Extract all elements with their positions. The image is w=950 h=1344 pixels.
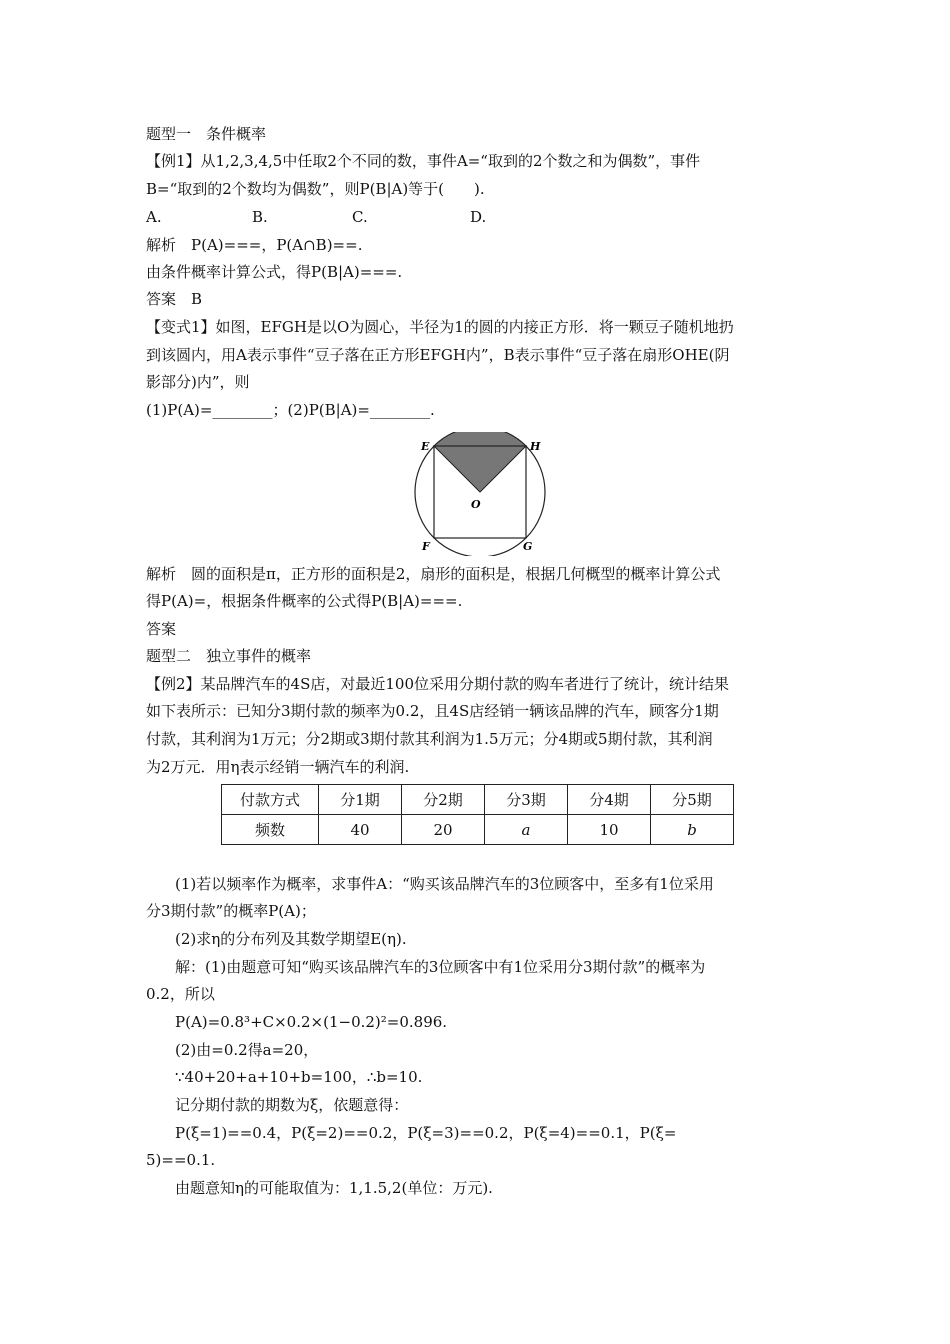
question-2: (2)求η的分布列及其数学期望E(η). (175, 930, 407, 948)
question-1-line-1: (1)若以频率作为概率，求事件A：“购买该品牌汽车的3位顾客中，至多有1位采用 (175, 875, 714, 893)
solution-2-line-1: 解析 圆的面积是π，正方形的面积是2，扇形的面积是，根据几何概型的概率计算公式 (146, 565, 721, 583)
label-o: O (471, 498, 481, 511)
circle-square-figure (405, 432, 555, 556)
option-a: A. (146, 208, 162, 226)
figure-segment (434, 432, 526, 446)
table-cell: 频数 (222, 815, 319, 845)
answer-part-1-line-2: 0.2，所以 (146, 985, 215, 1003)
answer-part-2-line-3: 记分期付款的期数为ξ，依题意得： (175, 1096, 409, 1114)
table-cell: 分2期 (402, 785, 485, 815)
answer-part-2-line-2: ∵40+20+a+10+b=100，∴b=10. (175, 1068, 423, 1086)
table-cell: 20 (402, 815, 485, 845)
answer-part-2-line-1: (2)由=0.2得a=20， (175, 1041, 319, 1059)
answer-part-1-formula: P(A)=0.8³+C×0.2×(1−0.2)²=0.896. (175, 1013, 448, 1031)
variant-1-blanks: (1)P(A)=________；(2)P(B|A)=________. (146, 401, 435, 419)
example-2-line-2: 如下表所示：已知分3期付款的频率为0.2，且4S店经销一辆该品牌的汽车，顾客分1期 (146, 702, 719, 720)
answer-part-1-line-1: 解：(1)由题意可知“购买该品牌汽车的3位顾客中有1位采用分3期付款”的概率为 (175, 958, 706, 976)
table-cell: 分4期 (568, 785, 651, 815)
table-cell: 10 (568, 815, 651, 845)
table-cell: b (651, 815, 734, 845)
label-g: G (523, 540, 533, 553)
example-2-line-1: 【例2】某品牌汽车的4S店，对最近100位采用分期付款的购车者进行了统计，统计结果 (146, 675, 729, 693)
table-cell: a (485, 815, 568, 845)
example-2-line-4: 为2万元．用η表示经销一辆汽车的利润. (146, 758, 410, 776)
payment-frequency-table (221, 784, 734, 845)
section-title-1: 题型一 条件概率 (146, 125, 267, 143)
example-1-line-1: 【例1】从1,2,3,4,5中任取2个不同的数，事件A=“取到的2个数之和为偶数”，事件 (146, 152, 701, 170)
example-1-line-2: B=“取到的2个数均为偶数”，则P(B|A)等于( ). (146, 180, 485, 198)
answer-2: 答案 (146, 620, 177, 638)
table-cell: 付款方式 (222, 785, 319, 815)
option-d: D. (470, 208, 487, 226)
variant-1-line-1: 【变式1】如图，EFGH是以O为圆心，半径为1的圆的内接正方形．将一颗豆子随机地扔 (146, 318, 734, 336)
answer-part-2-values: 由题意知η的可能取值为：1,1.5,2(单位：万元). (175, 1179, 493, 1197)
option-c: C. (352, 208, 368, 226)
table-cell: 分1期 (319, 785, 402, 815)
table-header-row (222, 785, 734, 815)
solution-2-line-2: 得P(A)=，根据条件概率的公式得P(B|A)===. (146, 592, 463, 610)
solution-1-line-1: 解析 P(A)===，P(A∩B)==. (146, 236, 363, 254)
option-b: B. (252, 208, 268, 226)
solution-1-line-2: 由条件概率计算公式，得P(B|A)===. (146, 263, 403, 281)
label-f: F (422, 540, 430, 553)
question-1-line-2: 分3期付款”的概率P(A)； (146, 902, 316, 920)
figure-sector (434, 446, 526, 492)
variant-1-line-2: 到该圆内，用A表示事件“豆子落在正方形EFGH内”，B表示事件“豆子落在扇形OHE(阴 (146, 346, 730, 364)
table-cell: 分5期 (651, 785, 734, 815)
answer-part-2-probabilities: P(ξ=1)==0.4，P(ξ=2)==0.2，P(ξ=3)==0.2，P(ξ=4)==0.1，P(ξ= (175, 1124, 677, 1142)
table-cell: 40 (319, 815, 402, 845)
table-cell: 分3期 (485, 785, 568, 815)
answer-part-2-probabilities-cont: 5)==0.1. (146, 1151, 216, 1169)
table-row (222, 815, 734, 845)
section-title-2: 题型二 独立事件的概率 (146, 647, 312, 665)
label-e: E (421, 440, 430, 453)
label-h: H (530, 440, 541, 453)
example-2-line-3: 付款，其利润为1万元；分2期或3期付款其利润为1.5万元；分4期或5期付款，其利润 (146, 730, 713, 748)
answer-1: 答案 B (146, 290, 203, 308)
variant-1-line-3: 影部分)内”，则 (146, 373, 250, 391)
